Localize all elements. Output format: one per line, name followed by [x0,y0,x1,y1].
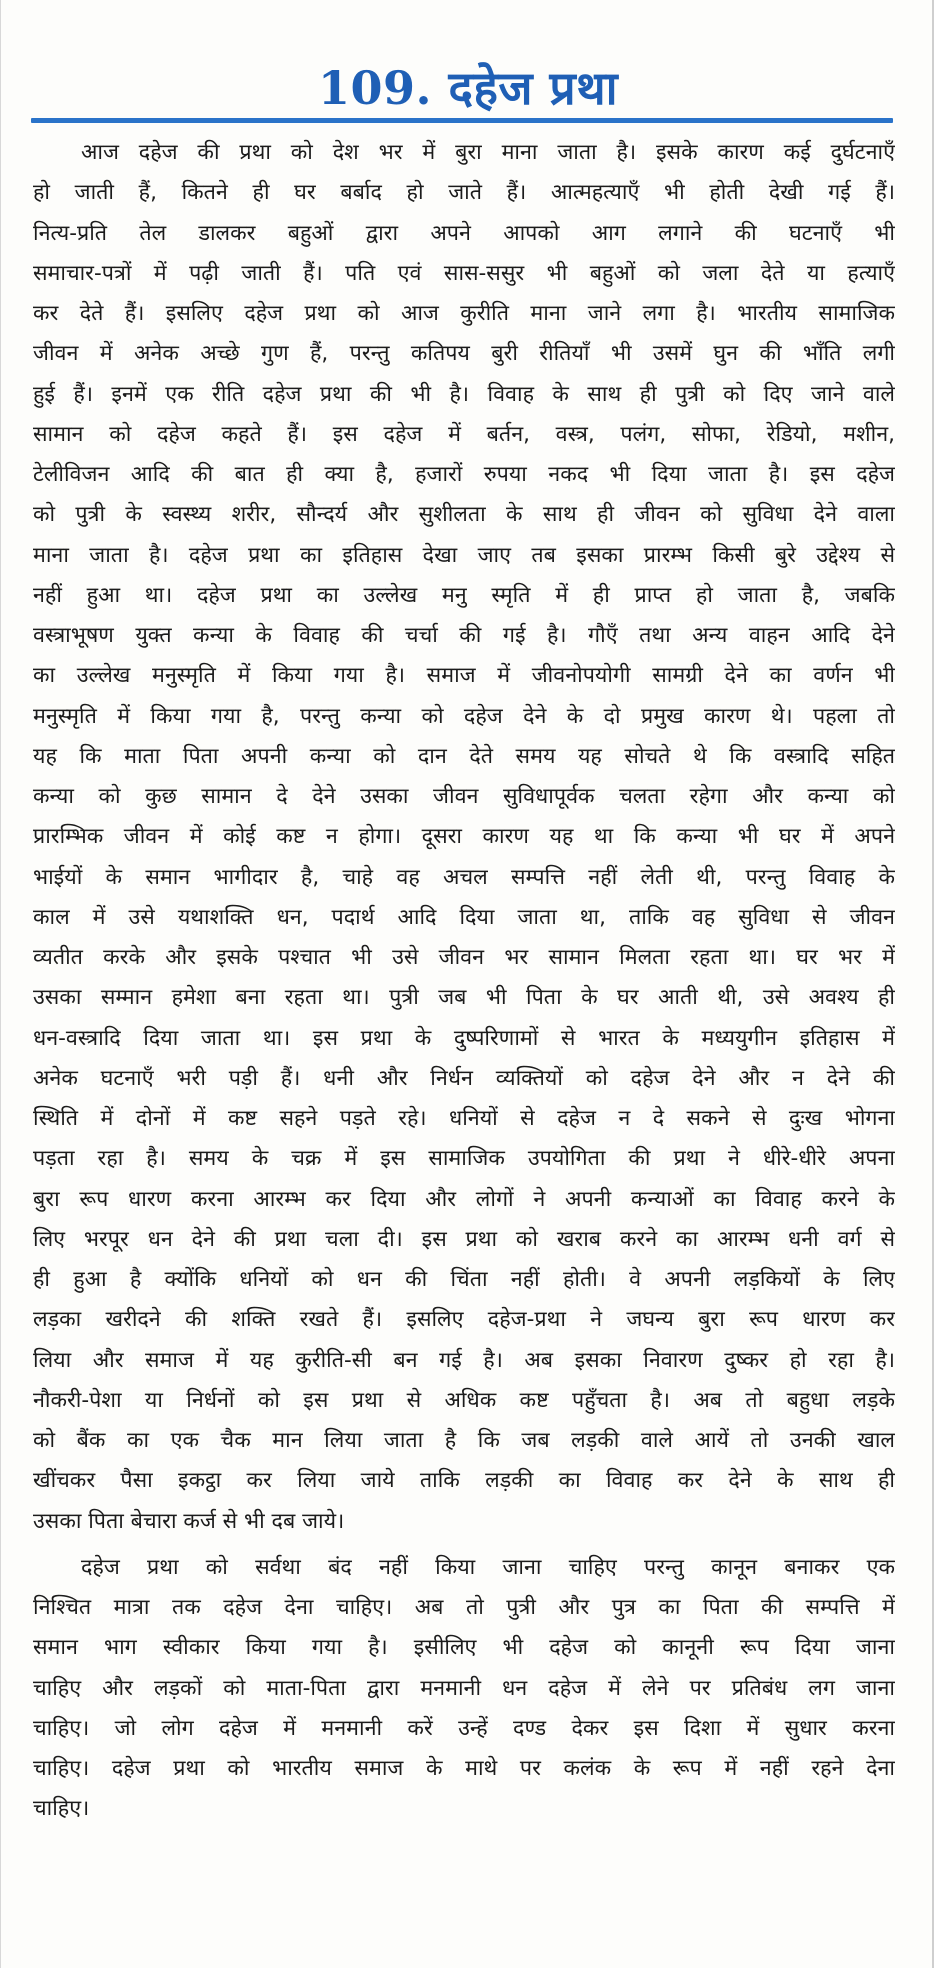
text-line: भाईयों के समान भागीदार है, चाहे वह अचल सम्पत्ति नहीं लेती थी, परन्तु विवाह के [33,864,895,890]
text-line: नौकरी-पेशा या निर्धनों को इस प्रथा से अधिक कष्ट पहुँचता है। अब तो बहुधा लड़के [33,1387,895,1413]
text-line: हुई हैं। इनमें एक रीति दहेज प्रथा की भी है। विवाह के साथ ही पुत्री को दिए जाने वाले [33,381,895,407]
text-line: लिया और समाज में यह कुरीति-सी बन गई है। अब इसका निवारण दुष्कर हो रहा है। [33,1347,895,1373]
text-line: का उल्लेख मनुस्मृति में किया गया है। समाज में जीवनोपयोगी सामग्री देने का वर्णन भी [33,663,895,689]
text-line: माना जाता है। दहेज प्रथा का इतिहास देखा जाए तब इसका प्रारम्भ किसी बुरे उद्देश्य से [33,542,895,568]
text-line: चाहिए। [33,1796,90,1822]
essay-body [33,133,895,1830]
text-line: स्थिति में दोनों में कष्ट सहने पड़ते रहे। धनियों से दहेज न दे सकने से दुःख भोगना [33,1106,895,1131]
paragraph [33,1548,895,1830]
text-line: नित्य-प्रति तेल डालकर बहुओं द्वारा अपने आपको आग लगाने की घटनाएँ भी [33,220,895,246]
text-line: चाहिए। जो लोग दहेज में मनमानी करें उन्हें दण्ड देकर इस दिशा में सुधार करना [33,1715,895,1741]
text-line: खींचकर पैसा इकट्ठा कर लिया जाये ताकि लड़की का विवाह कर देने के साथ ही [33,1468,895,1494]
text-line: हो जाती हैं, कितने ही घर बर्बाद हो जाते हैं। आत्महत्याएँ भी होती देखी गई हैं। [33,180,895,206]
text-line: प्रारम्भिक जीवन में कोई कष्ट न होगा। दूसरा कारण यह था कि कन्या भी घर में अपने [33,824,895,850]
text-line: काल में उसे यथाशक्ति धन, पदार्थ आदि दिया जाता था, ताकि वह सुविधा से जीवन [33,904,895,930]
text-line: टेलीविजन आदि की बात ही क्या है, हजारों रुपया नकद भी दिया जाता है। इस दहेज [33,462,895,487]
text-line: कर देते हैं। इसलिए दहेज प्रथा को आज कुरीति माना जाने लगा है। भारतीय सामाजिक [33,301,895,326]
text-line: चाहिए। दहेज प्रथा को भारतीय समाज के माथे पर कलंक के रूप में नहीं रहने देना [33,1756,895,1781]
text-line: दहेज प्रथा को सर्वथा बंद नहीं किया जाना चाहिए परन्तु कानून बनाकर एक [81,1554,895,1580]
paragraph [33,133,895,1542]
text-line: को बैंक का एक चैक मान लिया जाता है कि जब लड़की वाले आयें तो उनकी खाल [33,1428,895,1453]
text-line: को पुत्री के स्वस्थ्य शरीर, सौन्दर्य और सुशीलता के साथ ही जीवन को सुविधा देने वाला [33,502,895,528]
text-line: धन-वस्त्रादि दिया जाता था। इस प्रथा के दुष्परिणामों से भारत के मध्ययुगीन इतिहास में [33,1025,895,1051]
essay-title: 109. दहेज प्रथा [317,60,619,115]
text-line: आज दहेज की प्रथा को देश भर में बुरा माना जाता है। इसके कारण कई दुर्घटनाएँ [81,140,895,165]
text-line: सामान को दहेज कहते हैं। इस दहेज में बर्तन, वस्त्र, पलंग, सोफा, रेडियो, मशीन, [33,421,895,447]
text-line: व्यतीत करके और इसके पश्चात भी उसे जीवन भर सामान मिलता रहता था। घर भर में [33,945,895,970]
text-line: लिए भरपूर धन देने की प्रथा चला दी। इस प्रथा को खराब करने का आरम्भ धनी वर्ग से [33,1226,895,1252]
text-line: समान भाग स्वीकार किया गया है। इसीलिए भी दहेज को कानूनी रूप दिया जाना [33,1635,895,1661]
text-line: अनेक घटनाएँ भरी पड़ी हैं। धनी और निर्धन व्यक्तियों को दहेज देने और न देने की [33,1065,895,1091]
text-line: निश्चित मात्रा तक दहेज देना चाहिए। अब तो पुत्री और पुत्र का पिता की सम्पत्ति में [33,1595,895,1620]
text-line: कन्या को कुछ सामान दे देने उसका जीवन सुविधापूर्वक चलता रहेगा और कन्या को [33,784,895,809]
text-line: वस्त्राभूषण युक्त कन्या के विवाह की चर्चा की गई है। गौएँ तथा अन्य वाहन आदि देने [33,623,895,648]
text-line: बुरा रूप धारण करना आरम्भ कर दिया और लोगों ने अपनी कन्याओं का विवाह करने के [33,1186,895,1212]
text-line: चाहिए और लड़कों को माता-पिता द्वारा मनमानी धन दहेज में लेने पर प्रतिबंध लग जाना [33,1675,895,1701]
text-line: उसका पिता बेचारा कर्ज से भी दब जाये। [33,1508,345,1534]
text-line: समाचार-पत्रों में पढ़ी जाती हैं। पति एवं सास-ससुर भी बहुओं को जला देते या हत्याएँ [33,260,895,286]
title-divider [31,118,893,123]
text-line: ही हुआ है क्योंकि धनियों को धन की चिंता नहीं होती। वे अपनी लड़कियों के लिए [33,1267,895,1292]
text-line: पड़ता रहा है। समय के चक्र में इस सामाजिक उपयोगिता की प्रथा ने धीरे-धीरे अपना [33,1146,895,1172]
text-line: यह कि माता पिता अपनी कन्या को दान देते समय यह सोचते थे कि वस्त्रादि सहित [33,743,895,769]
text-line: मनुस्मृति में किया गया है, परन्तु कन्या को दहेज देने के दो प्रमुख कारण थे। पहला तो [33,703,895,729]
text-line: उसका सम्मान हमेशा बना रहता था। पुत्री जब भी पिता के घर आती थी, उसे अवश्य ही [33,985,895,1011]
text-line: लड़का खरीदने की शक्ति रखते हैं। इसलिए दहेज-प्रथा ने जघन्य बुरा रूप धारण कर [33,1307,895,1333]
text-line: जीवन में अनेक अच्छे गुण हैं, परन्तु कतिपय बुरी रीतियाँ भी उसमें घुन की भाँति लगी [33,341,895,367]
text-line: नहीं हुआ था। दहेज प्रथा का उल्लेख मनु स्मृति में ही प्राप्त हो जाता है, जबकि [33,582,895,608]
